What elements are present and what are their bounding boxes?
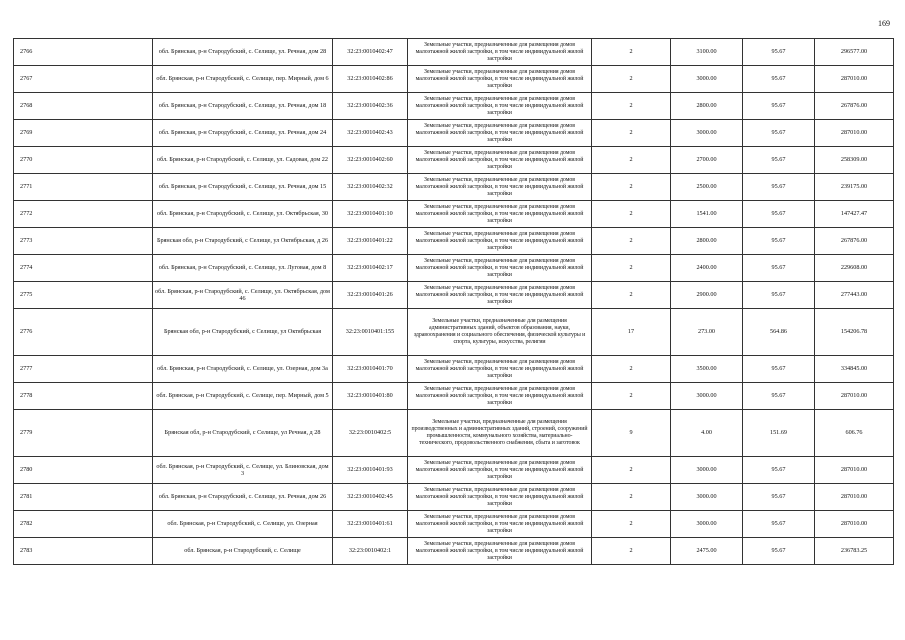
land-use-cell: Земельные участки, предназначенные для размещения домов малоэтажной жилой застройки, в том числе индивидуальной жилой застройки	[408, 457, 592, 484]
cadastral-value-cell: 287010.00	[815, 383, 894, 410]
land-use-cell: Земельные участки, предназначенные для размещения домов малоэтажной жилой застройки, в том числе индивидуальной жилой застройки	[408, 66, 592, 93]
cadastral-value-cell: 229608.00	[815, 255, 894, 282]
use-code-cell: 2	[592, 457, 671, 484]
cadastral-value-cell: 236783.25	[815, 538, 894, 565]
specific-value-cell: 95.67	[743, 174, 815, 201]
address-cell: обл. Брянская, р-н Стародубский, с. Селище	[153, 538, 333, 565]
row-number: 2781	[14, 484, 153, 511]
use-code-cell: 2	[592, 201, 671, 228]
specific-value-cell: 95.67	[743, 147, 815, 174]
cadastral-number-cell: 32:23:0010402:47	[333, 39, 408, 66]
address-cell: Брянская обл, р-н Стародубский, с Селище, ул Октябрьская	[153, 309, 333, 356]
row-number: 2771	[14, 174, 153, 201]
row-number: 2769	[14, 120, 153, 147]
land-use-cell: Земельные участки, предназначенные для размещения производственных и административных зданий, строений, сооружений промышленности, коммунального хозяйства, материально-технического, продовольственного снабжения, сбыта и заготовок	[408, 410, 592, 457]
cadastral-number-cell: 32:23:0010402:32	[333, 174, 408, 201]
address-cell: обл. Брянская, р-н Стародубский, с. Селище, ул. Речная, дом 24	[153, 120, 333, 147]
cadastral-value-cell: 154206.78	[815, 309, 894, 356]
use-code-cell: 2	[592, 120, 671, 147]
row-number: 2767	[14, 66, 153, 93]
row-number: 2768	[14, 93, 153, 120]
cadastral-value-cell: 296577.00	[815, 39, 894, 66]
table-row	[14, 484, 894, 511]
land-use-cell: Земельные участки, предназначенные для размещения домов малоэтажной жилой застройки, в том числе индивидуальной жилой застройки	[408, 201, 592, 228]
address-cell: обл. Брянская, р-н Стародубский, с. Селище, ул. Озерная	[153, 511, 333, 538]
specific-value-cell: 564.86	[743, 309, 815, 356]
cadastral-value-cell: 287010.00	[815, 66, 894, 93]
cadastral-number-cell: 32:23:0010402:36	[333, 93, 408, 120]
cadastral-value-cell: 267876.00	[815, 93, 894, 120]
area-cell: 1541.00	[671, 201, 743, 228]
area-cell: 3000.00	[671, 484, 743, 511]
address-cell: обл. Брянская, р-н Стародубский, с. Селище, ул. Речная, дом 15	[153, 174, 333, 201]
land-use-cell: Земельные участки, предназначенные для размещения домов малоэтажной жилой застройки, в том числе индивидуальной жилой застройки	[408, 538, 592, 565]
table-row	[14, 39, 894, 66]
row-number: 2783	[14, 538, 153, 565]
use-code-cell: 2	[592, 174, 671, 201]
land-use-cell: Земельные участки, предназначенные для размещения домов малоэтажной жилой застройки, в том числе индивидуальной жилой застройки	[408, 255, 592, 282]
address-cell: обл. Брянская, р-н Стародубский, с. Селище, ул. Октябрьская, дом 46	[153, 282, 333, 309]
land-use-cell: Земельные участки, предназначенные для размещения домов малоэтажной жилой застройки, в том числе индивидуальной жилой застройки	[408, 147, 592, 174]
cadastral-value-cell: 287010.00	[815, 484, 894, 511]
address-cell: обл. Брянская, р-н Стародубский, с. Селище, ул. Луговая, дом 8	[153, 255, 333, 282]
specific-value-cell: 95.67	[743, 282, 815, 309]
address-cell: обл. Брянская, р-н Стародубский, с. Селище, ул. Речная, дом 26	[153, 484, 333, 511]
cadastral-number-cell: 32:23:0010402:45	[333, 484, 408, 511]
table-row	[14, 410, 894, 457]
area-cell: 273.00	[671, 309, 743, 356]
area-cell: 3000.00	[671, 66, 743, 93]
area-cell: 2900.00	[671, 282, 743, 309]
specific-value-cell: 95.67	[743, 39, 815, 66]
cadastral-number-cell: 32:23:0010402:43	[333, 120, 408, 147]
table-row	[14, 282, 894, 309]
address-cell: обл. Брянская, р-н Стародубский, с. Селище, ул. Садовая, дом 22	[153, 147, 333, 174]
use-code-cell: 2	[592, 282, 671, 309]
cadastral-number-cell: 32:23:0010401:61	[333, 511, 408, 538]
land-use-cell: Земельные участки, предназначенные для размещения домов малоэтажной жилой застройки, в том числе индивидуальной жилой застройки	[408, 356, 592, 383]
table-row	[14, 147, 894, 174]
table-row	[14, 201, 894, 228]
cadastral-value-cell: 277443.00	[815, 282, 894, 309]
cadastral-value-cell: 239175.00	[815, 174, 894, 201]
row-number: 2775	[14, 282, 153, 309]
table-row	[14, 174, 894, 201]
table-row	[14, 457, 894, 484]
table-row	[14, 255, 894, 282]
row-number: 2778	[14, 383, 153, 410]
land-use-cell: Земельные участки, предназначенные для размещения домов малоэтажной жилой застройки, в том числе индивидуальной жилой застройки	[408, 39, 592, 66]
area-cell: 2700.00	[671, 147, 743, 174]
cadastral-number-cell: 32:23:0010401:93	[333, 457, 408, 484]
land-use-cell: Земельные участки, предназначенные для размещения домов малоэтажной жилой застройки, в том числе индивидуальной жилой застройки	[408, 174, 592, 201]
specific-value-cell: 95.67	[743, 255, 815, 282]
use-code-cell: 2	[592, 484, 671, 511]
use-code-cell: 17	[592, 309, 671, 356]
use-code-cell: 2	[592, 356, 671, 383]
area-cell: 3100.00	[671, 39, 743, 66]
specific-value-cell: 95.67	[743, 356, 815, 383]
address-cell: Брянская обл, р-н Стародубский, с Селище, ул Октябрьская, д 26	[153, 228, 333, 255]
cadastral-number-cell: 32:23:0010401:26	[333, 282, 408, 309]
use-code-cell: 2	[592, 538, 671, 565]
address-cell: обл. Брянская, р-н Стародубский, с. Селище, пер. Мирный, дом 6	[153, 66, 333, 93]
cadastral-value-cell: 287010.00	[815, 457, 894, 484]
specific-value-cell: 95.67	[743, 457, 815, 484]
row-number: 2772	[14, 201, 153, 228]
cadastral-value-cell: 287010.00	[815, 120, 894, 147]
land-use-cell: Земельные участки, предназначенные для размещения домов малоэтажной жилой застройки, в том числе индивидуальной жилой застройки	[408, 228, 592, 255]
row-number: 2773	[14, 228, 153, 255]
area-cell: 3000.00	[671, 511, 743, 538]
table-row	[14, 383, 894, 410]
specific-value-cell: 95.67	[743, 201, 815, 228]
cadastral-number-cell: 32:23:0010401:155	[333, 309, 408, 356]
row-number: 2777	[14, 356, 153, 383]
address-cell: обл. Брянская, р-н Стародубский, с. Селище, ул. Октябрьская, 30	[153, 201, 333, 228]
specific-value-cell: 95.67	[743, 538, 815, 565]
table-row	[14, 120, 894, 147]
use-code-cell: 2	[592, 228, 671, 255]
table-row	[14, 93, 894, 120]
area-cell: 4.00	[671, 410, 743, 457]
cadastral-value-cell: 606.76	[815, 410, 894, 457]
cadastral-value-cell: 147427.47	[815, 201, 894, 228]
area-cell: 2800.00	[671, 93, 743, 120]
address-cell: обл. Брянская, р-н Стародубский, с. Селище, пер. Мирный, дом 5	[153, 383, 333, 410]
land-use-cell: Земельные участки, предназначенные для размещения домов малоэтажной жилой застройки, в том числе индивидуальной жилой застройки	[408, 484, 592, 511]
land-use-cell: Земельные участки, предназначенные для размещения домов малоэтажной жилой застройки, в том числе индивидуальной жилой застройки	[408, 93, 592, 120]
land-use-cell: Земельные участки, предназначенные для размещения домов малоэтажной жилой застройки, в том числе индивидуальной жилой застройки	[408, 511, 592, 538]
specific-value-cell: 95.67	[743, 383, 815, 410]
cadastral-value-cell: 267876.00	[815, 228, 894, 255]
table-row	[14, 309, 894, 356]
area-cell: 3000.00	[671, 120, 743, 147]
cadastral-number-cell: 32:23:0010402:5	[333, 410, 408, 457]
use-code-cell: 2	[592, 511, 671, 538]
land-use-cell: Земельные участки, предназначенные для размещения домов малоэтажной жилой застройки, в том числе индивидуальной жилой застройки	[408, 120, 592, 147]
use-code-cell: 2	[592, 93, 671, 120]
cadastral-value-table	[13, 38, 894, 565]
area-cell: 2475.00	[671, 538, 743, 565]
table-row	[14, 511, 894, 538]
table-row	[14, 538, 894, 565]
cadastral-number-cell: 32:23:0010401:10	[333, 201, 408, 228]
address-cell: Брянская обл, р-н Стародубский, с Селище, ул Речная, д 28	[153, 410, 333, 457]
cadastral-number-cell: 32:23:0010402:17	[333, 255, 408, 282]
address-cell: обл. Брянская, р-н Стародубский, с. Селище, ул. Блиновская, дом 3	[153, 457, 333, 484]
land-use-cell: Земельные участки, предназначенные для размещения административных зданий, объектов образования, науки, здравоохранения и социального обеспечения, физической культуры и спорта, культуры, искусства, религии	[408, 309, 592, 356]
table-row	[14, 356, 894, 383]
area-cell: 2500.00	[671, 174, 743, 201]
use-code-cell: 2	[592, 255, 671, 282]
cadastral-value-cell: 287010.00	[815, 511, 894, 538]
use-code-cell: 9	[592, 410, 671, 457]
page-number: 169	[878, 19, 890, 28]
row-number: 2766	[14, 39, 153, 66]
area-cell: 2800.00	[671, 228, 743, 255]
specific-value-cell: 95.67	[743, 120, 815, 147]
land-use-cell: Земельные участки, предназначенные для размещения домов малоэтажной жилой застройки, в том числе индивидуальной жилой застройки	[408, 383, 592, 410]
area-cell: 3500.00	[671, 356, 743, 383]
use-code-cell: 2	[592, 39, 671, 66]
specific-value-cell: 95.67	[743, 93, 815, 120]
area-cell: 2400.00	[671, 255, 743, 282]
cadastral-number-cell: 32:23:0010401:22	[333, 228, 408, 255]
address-cell: обл. Брянская, р-н Стародубский, с. Селище, ул. Речная, дом 18	[153, 93, 333, 120]
cadastral-value-cell: 258309.00	[815, 147, 894, 174]
specific-value-cell: 95.67	[743, 228, 815, 255]
cadastral-number-cell: 32:23:0010402:1	[333, 538, 408, 565]
row-number: 2770	[14, 147, 153, 174]
address-cell: обл. Брянская, р-н Стародубский, с. Селище, ул. Озерная, дом 3а	[153, 356, 333, 383]
table-row	[14, 228, 894, 255]
use-code-cell: 2	[592, 383, 671, 410]
cadastral-value-cell: 334845.00	[815, 356, 894, 383]
cadastral-number-cell: 32:23:0010402:86	[333, 66, 408, 93]
cadastral-number-cell: 32:23:0010401:70	[333, 356, 408, 383]
row-number: 2780	[14, 457, 153, 484]
specific-value-cell: 95.67	[743, 66, 815, 93]
address-cell: обл. Брянская, р-н Стародубский, с. Селище, ул. Речная, дом 28	[153, 39, 333, 66]
row-number: 2776	[14, 309, 153, 356]
use-code-cell: 2	[592, 66, 671, 93]
cadastral-number-cell: 32:23:0010401:80	[333, 383, 408, 410]
row-number: 2782	[14, 511, 153, 538]
table-row	[14, 66, 894, 93]
specific-value-cell: 151.69	[743, 410, 815, 457]
specific-value-cell: 95.67	[743, 511, 815, 538]
use-code-cell: 2	[592, 147, 671, 174]
specific-value-cell: 95.67	[743, 484, 815, 511]
land-use-cell: Земельные участки, предназначенные для размещения домов малоэтажной жилой застройки, в том числе индивидуальной жилой застройки	[408, 282, 592, 309]
row-number: 2779	[14, 410, 153, 457]
area-cell: 3000.00	[671, 457, 743, 484]
area-cell: 3000.00	[671, 383, 743, 410]
row-number: 2774	[14, 255, 153, 282]
cadastral-number-cell: 32:23:0010402:60	[333, 147, 408, 174]
